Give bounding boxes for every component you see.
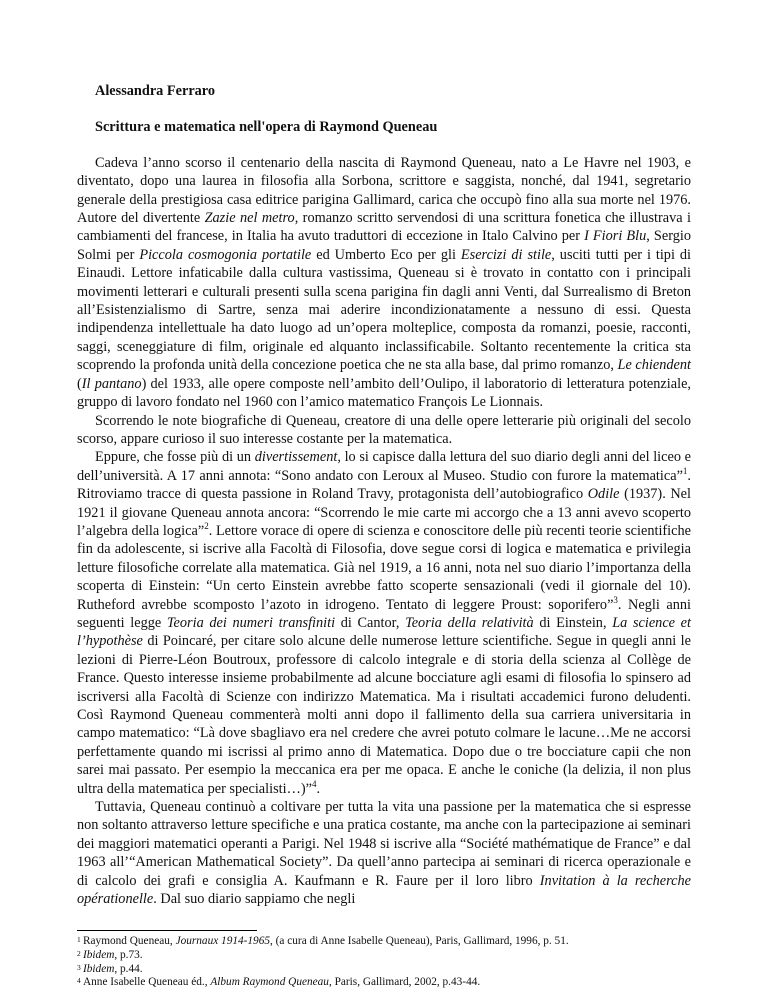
paragraph-3: Eppure, che fosse più di un divertissement, lo si capisce dalla lettura del suo diario degli anni del liceo e dell’università. A 17 anni annota: “Sono andato con Leroux al Museo. Studio con furore la matematica”$^1$. Ritroviamo tracce di questa passione in Roland Travy, protagonista dell’autobiografico Odile (1937). Nel 1921 il giovane Queneau annota ancora: “Scorrendo le mie carte mi accorgo che a 13 anni avevo scoperto l’algebra della logica”$^2$. Lettore vorace di opere di scienza e conoscitore delle più recenti teorie scientifiche fin da adolescente, si iscrive alla Facoltà di Filosofia, dove segue corsi di logica e matematica e privilegia letture filosofiche correlate alla matematica. Già nel 1919, a 16 anni, nota nel suo diario l’importanza della scoperta di Einstein: “Un certo Einstein avrebbe fatto scoperte sensazionali (vedi il giornale del 10). Rutheford avrebbe scomposto l’azoto in idrogeno. Tentato di leggere Proust: soporifero”$^3$. Negli anni seguenti legge Teoria dei numeri transfiniti di Cantor, Teoria della relatività di Einstein, La science et l’hypothèse di Poincaré, per citare solo alcune delle numerose letture scientifiche. Segue in quegli anni le lezioni di Pierre-Léon Boutroux, professore di calcolo integrale e di storia della scienza al Collège de France. Questo interesse insieme probabilmente ad alcune bocciature agli esami di filosofia lo spinsero ad iscriversi alla Facoltà di Scienze con indirizzo Matematica. Ma i risultati accademici furono deludenti. Così Raymond Queneau commenterà molti anni dopo il fallimento della sua carriera universitaria in campo matematico: “Là dove sbagliavo era nel credere che avrei potuto colmare le lacune…Me ne accorsi perfettamente quando mi iscrissi al primo anno di Matematica. Dopo due o tre bocciature capii che non sarei mai passato. Per esempio la meccanica era per me opaca. E anche le coniche (la delizia, il non plus ultra della matematica per specialisti…)”$^4$. (77, 449, 691, 797)
paragraph-2: Scorrendo le note biografiche di Queneau, creatore di una delle opere letterarie più originali del secolo scorso, appare curioso il suo interesse costante per la matematica. (77, 412, 691, 447)
document-page (77, 74, 691, 990)
article-title: Scrittura e matematica nell'opera di Raymond Queneau (95, 119, 438, 136)
footnote-divider (77, 930, 257, 931)
footnote-1: 1 Raymond Queneau, Journaux 1914-1965, (a cura di Anne Isabelle Queneau), Paris, Gallimard, 1996, p. 51. (77, 935, 569, 948)
footnote-ref-4: 4 (312, 778, 317, 789)
footnote-ref-1: 1 (682, 465, 688, 476)
paragraph-4: Tuttavia, Queneau continuò a coltivare per tutta la vita una passione per la matematica che si espresse non soltanto attraverso letture specifiche e una pratica costante, ma anche con la partecipazione ai seminari dei maggiori matematici operanti a Parigi. Nel 1948 si iscrive alla “Société mathématique de France” e dal 1963 all’“American Mathematical Society”. Da quell’anno partecipa ai seminari di ricerca operazionale e di calcolo dei grafi e consiglia A. Kaufmann e R. Faure per il loro libro Invitation à la recherche opérationelle. Dal suo diario sappiamo che negli (77, 799, 691, 908)
footnote-3: 3 Ibidem, p.44. (77, 962, 143, 975)
paragraph-1: Cadeva l’anno scorso il centenario della nascita di Raymond Queneau, nato a Le Havre nel 1903, e diventato, dopo una laurea in filosofia alla Sorbona, scrittore e saggista, nonché, dal 1941, segretario generale della prestigiosa casa editrice parigina Gallimard, carica che occupò fino alla sua morte nel 1976. Autore del divertente Zazie nel metro, romanzo scritto servendosi di una scrittura fonetica che illustrava i cambiamenti del francese, in Italia ha avuto traduttori di eccezione in Italo Calvino per I Fiori Blu, Sergio Solmi per Piccola cosmogonia portatile ed Umberto Eco per gli Esercizi di stile, usciti tutti per i tipi di Einaudi. Lettore infaticabile dalla cultura vastissima, Queneau si è trovato in contatto con i principali movimenti letterari e culturali presenti sulla scena parigina fin dagli anni Venti, dal Surrealismo di Breton all’Esistenzialismo di Sartre, senza mai aderire incondizionatamente a nessuno di essi. Questa indipendenza intellettuale ha dato luogo ad un’opera molteplice, composta da romanzi, poesie, racconti, saggi, sceneggiature di film, originale ed alquanto inclassificabile. Soltanto recentemente la critica sta scoprendo la profonda unità della concezione poetica che ne sta alla base, dal primo romanzo, Le chiendent (Il pantano) del 1933, alle opere composte nell’ambito dell’Oulipo, il laboratorio di letteratura potenziale, gruppo di lavoro fondato nel 1960 con l’amico matematico François Le Lionnais. (77, 154, 692, 411)
footnote-ref-2: 2 (204, 521, 209, 532)
footnote-ref-3: 3 (613, 594, 618, 605)
author-name: Alessandra Ferraro (95, 83, 216, 99)
footnote-2: 2 Ibidem, p.73. (77, 949, 143, 962)
footnote-4: 4 Anne Isabelle Queneau éd., Album Raymond Queneau, Paris, Gallimard, 2002, p.43-44. (77, 976, 481, 989)
